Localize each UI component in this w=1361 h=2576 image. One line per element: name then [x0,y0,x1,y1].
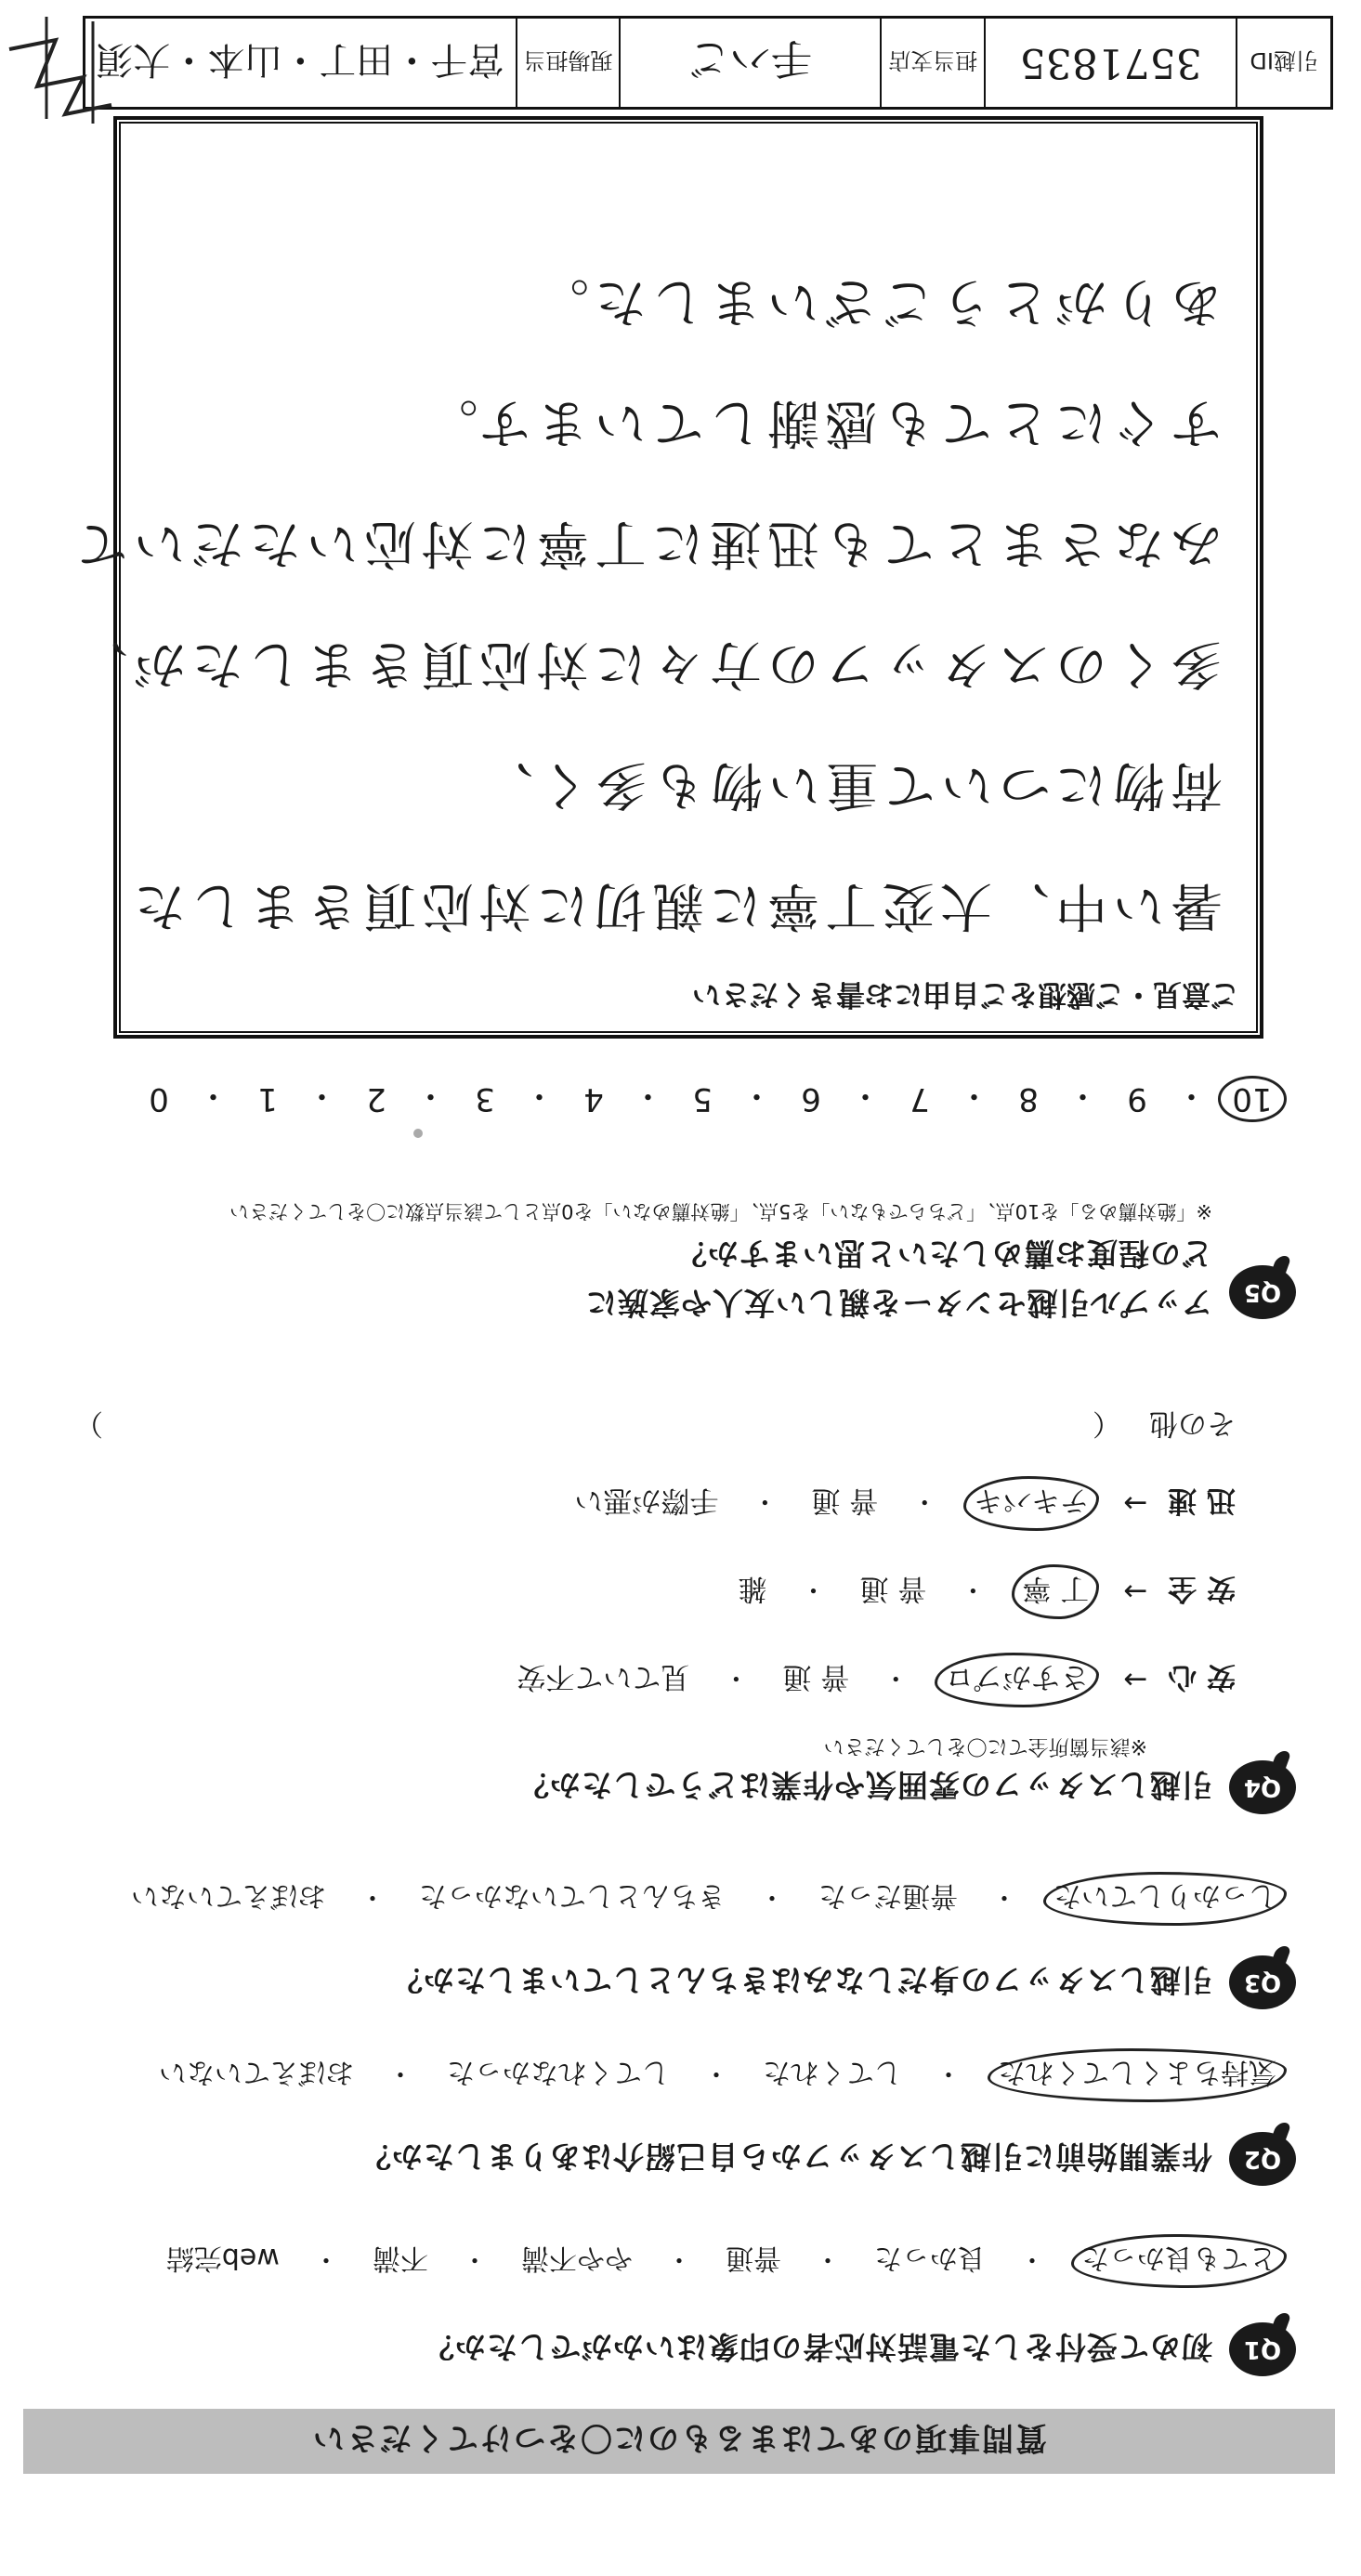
comment-line: 多くのスタッフの方々に対応頂きましたが、 [71,634,1223,694]
q3-option[interactable]: 普通だった [818,1879,958,1912]
q5-score[interactable]: 8 [1018,1080,1039,1118]
q4-row-label: 安 全 [1168,1572,1236,1605]
scan-speck [413,1129,423,1138]
q5-score[interactable]: 5 [692,1080,713,1118]
handwritten-scribble-icon [0,12,121,133]
comment-line: すぐにとても感謝しています。 [420,392,1223,452]
q3-text: 引越しスタッフの身だしなみはきちんとしていましたか？ [391,1962,1212,1999]
q5-scale: 10 ・ 9 ・ 8 ・ 7 ・ 6 ・ 5 ・ 4 ・ 3 ・ 2 ・ 1 ・ 0 [131,1076,1287,1122]
q3-option[interactable]: きちんとしていなかった [418,1879,726,1912]
q4-option[interactable]: 見ていて不安 [517,1660,690,1693]
q1-option[interactable]: 良かった [873,2242,986,2274]
comment-line: 暑い中、大変丁寧に親切に対応頂きました [128,875,1223,935]
q5-text-line2: どの程度お薦めしたいと思いますか？ [675,1236,1212,1272]
q1-option[interactable]: やや不満 [520,2242,633,2274]
comment-line: 荷物について重い物も多く、 [476,754,1223,815]
info-table [83,16,1333,110]
q4-option[interactable]: さすがプロ [935,1653,1099,1707]
q3-option[interactable]: おぼえていない [130,1879,326,1912]
id-value[interactable]: 3571835 [984,19,1236,107]
question-4 [517,1734,1296,1814]
q2-option[interactable]: 気持ちよくしてくれた [988,2048,1287,2102]
q4-row-jinsoku: 迅 速 → テキパキ ・ 普 通 ・ 手際が悪い [567,1476,1236,1531]
q5-score[interactable]: 4 [583,1080,604,1118]
q4-row-label: 安 心 [1168,1660,1236,1693]
arrow-icon: → [1123,1575,1148,1609]
q2-options: 気持ちよくしてくれた ・ してくれた ・ してくれなかった ・ おぼえていない [151,2048,1287,2102]
q4-option[interactable]: 手際が悪い [574,1484,719,1517]
q4-option[interactable]: 丁 寧 [1012,1564,1099,1619]
q4-badge: Q4 [1229,1760,1296,1814]
q2-badge: Q2 [1229,2132,1296,2186]
comment-line: みなさまとても迅速に丁寧に対応いただいて [71,513,1223,573]
branch-value[interactable]: 手ハご [619,19,880,107]
q5-score[interactable]: 1 [257,1080,278,1118]
q1-text: 初めて受付をした電話対応者の印象はいかがでしたか？ [423,2329,1212,2366]
q4-option[interactable]: 普 通 [811,1484,879,1517]
arrow-icon: → [1123,1486,1148,1521]
id-label: 引越ID [1236,19,1330,107]
q4-row-anzen: 安 全 → 丁 寧 ・ 普 通 ・ 雑 [730,1564,1236,1619]
q4-note: ※該当箇所全てに〇をしてください [823,1734,1147,1758]
q5-score[interactable]: 0 [149,1080,169,1118]
q2-text: 作業開始前に引越しスタッフから自己紹介はありましたか？ [360,2138,1212,2176]
question-1 [423,2322,1296,2376]
q3-options: しっかりしていた ・ 普通だった ・ きちんとしていなかった ・ おぼえていない [124,1872,1287,1926]
branch-label: 担当支店 [880,19,984,107]
q4-row-anshin: 安 心 → さすがプロ ・ 普 通 ・ 見ていて不安 [509,1653,1236,1707]
q2-option[interactable]: してくれなかった [446,2056,670,2088]
q4-other [74,1406,1236,1447]
q5-score[interactable]: 10 [1218,1076,1287,1122]
q2-option[interactable]: してくれた [762,2056,902,2088]
q5-note: ※「絶対薦める」を10点、「どちらでもない」を5点、「絶対薦めない」を0点として該当点数に〇をしてください [229,1200,1212,1223]
q1-option[interactable]: 普通 [725,2242,781,2274]
q5-score[interactable]: 9 [1127,1080,1147,1118]
q5-score[interactable]: 6 [801,1080,821,1118]
q4-text: 引越しスタッフの雰囲気や作業はどうでしたか？ [517,1767,1212,1804]
q5-badge: Q5 [1229,1265,1296,1319]
question-5 [229,1198,1296,1327]
q4-option[interactable]: 普 通 [859,1572,927,1605]
q1-options: とても良かった ・ 良かった ・ 普通 ・ やや不満 ・ 不満 ・ web完結 [159,2234,1287,2288]
q4-option[interactable]: 普 通 [782,1660,850,1693]
q4-other-label: その他 [1149,1406,1236,1440]
q1-option[interactable]: とても良かった [1071,2234,1287,2288]
q1-option[interactable]: web完結 [165,2242,280,2274]
question-2 [360,2132,1296,2186]
q3-option[interactable]: しっかりしていた [1043,1872,1287,1926]
comment-line: ありがとうございました。 [531,271,1223,332]
q1-option[interactable]: 不満 [372,2242,428,2274]
comment-heading: ご意見・ご感想をご自由にお書きください [692,977,1239,1011]
arrow-icon: → [1123,1663,1148,1697]
question-3 [391,1955,1296,2009]
q5-score[interactable]: 3 [475,1080,495,1118]
leader-label: 現場担当 [516,19,620,107]
q4-other-open: （ [1093,1406,1121,1440]
comment-box[interactable] [71,116,1263,1039]
q5-score[interactable]: 2 [366,1080,386,1118]
q5-text-line1: アップル引越センターを親しい友人や家族に [584,1285,1212,1321]
leader-value[interactable]: 宮千・田丁・山本・大須 [96,38,505,81]
q4-option[interactable]: テキパキ [963,1476,1099,1531]
q3-badge: Q3 [1229,1955,1296,2009]
q2-option[interactable]: おぼえていない [158,2056,354,2088]
q1-badge: Q1 [1229,2322,1296,2376]
q4-row-label: 迅 速 [1168,1484,1236,1517]
q4-option[interactable]: 雑 [738,1572,767,1605]
q5-score[interactable]: 7 [910,1080,930,1118]
instruction-banner: 質問事項のあてはまるものに〇をつけてください [23,2409,1335,2474]
q4-other-close: ） [74,1406,103,1440]
